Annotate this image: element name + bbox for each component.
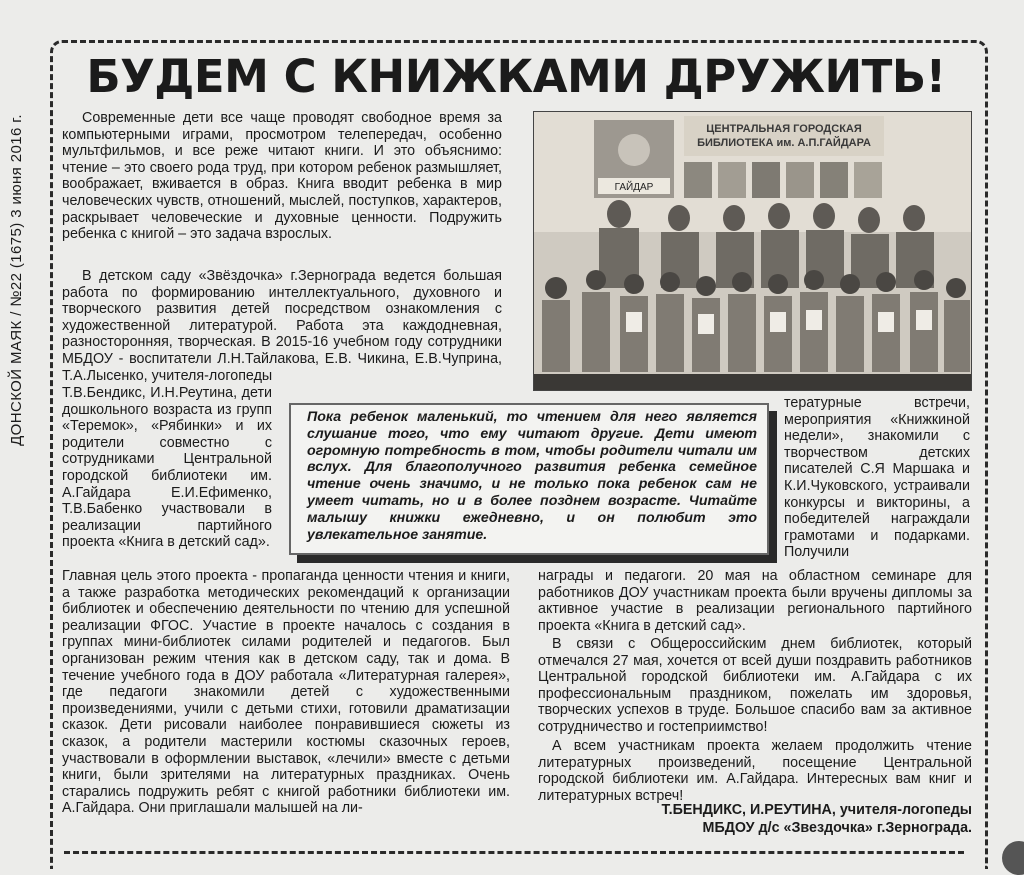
portrait-caption: ГАЙДАР	[614, 182, 654, 193]
page-dateline: ДОНСКОЙ МАЯК / №22 (1675) 3 июня 2016 г.	[8, 114, 25, 446]
paragraph-awards: награды и педагоги. 20 мая на областном семинаре для работников ДОУ участникам проекта были вручены дипломы за активное участие в реализации регионального партийного проекта «Книга в детский сад».	[538, 568, 972, 634]
banner-line-2: БИБЛИОТЕКА им. А.П.ГАЙДАРА	[697, 137, 871, 149]
pull-quote	[289, 403, 769, 555]
paragraph-kindergarten: В детском саду «Звёздочка» г.Зернограда ведется большая работа по формированию интеллектуального, духовного и творческого развития детей посредством ознакомления с художественной литературой. Работа эта каждодневная, разносторонняя, творческая. В 2015-16 учебном году сотрудники МБДОУ - воспитатели Л.Н.Тайлакова, Е.В. Чикина, Е.В.Чуприна, Т.А.Лысенко, учителя-логопеды	[62, 268, 502, 384]
bottom-divider	[64, 851, 964, 854]
pull-quote-text: Пока ребенок маленький, то чтением для него является слушание того, что ему читают другие. Дети имеют огромную потребность в том, чтобы родители читали им вслух. Для благополучного развития ребенка семейное чтение очень значимо, и не только пока ребенок сам не умеет читать, но и в более позднем возрасте. Читайте малышу книжки ежедневно, и он полюбит это увлекательное занятие.	[307, 409, 757, 543]
signature-authors: Т.БЕНДИКС, И.РЕУТИНА, учителя-логопеды	[661, 802, 972, 818]
article-headline: БУДЕМ С КНИЖКАМИ ДРУЖИТЬ!	[86, 50, 946, 103]
corner-mark	[1002, 841, 1024, 875]
photo-illustration	[534, 112, 971, 390]
paragraph-intro: Современные дети все чаще проводят свободное время за компьютерными играми, просмотром телепередач, особенно мультфильмов, и все реже читают книги. И это объяснимо: чтение – это своего рода труд, при котором ребенок размышляет, воображает, вживается в образ. Книга вводит ребенка в мир человеческих чувств, отношений, мыслей, поступков, характеров, раскрывает человеческие и духовные ценности. Подружить ребенка с книгой – это задача взрослых.	[62, 110, 502, 243]
paragraph-project-goal: Главная цель этого проекта - пропаганда ценности чтения и книги, а также разработка методических рекомендаций к организации библиотек и обеспечению деятельности по чтению для успешной реализации ФГОС. Участие в проекте началось с создания в группах мини-библиотек силами родителей и педагогов. Был организован режим чтения как в детском саду, так и дома. В течение учебного года в ДОУ работала «Литературная галерея», где педагоги знакомили детей с художественными произведениями, учили с детьми стихи, готовили драматизации сказок. Дети рисовали наиболее понравившиеся сюжеты из сказок, а родители мастерили костюмы сказочных героев, участвовали в оформлении выставок, «лечили» вместе с детьми книги, были зрителями на литературных праздниках. Очень старались подружить ребят с книгой работники библиотеки им. А.Гайдара. Они приглашали малышей на ли-	[62, 568, 510, 817]
event-photo	[533, 111, 972, 391]
paragraph-wishes: А всем участникам проекта желаем продолжить чтение литературных произведений, посещение Центральной городской библиотеки им. А.Гайдара. Интересных вам книг и литературных встреч!	[538, 738, 972, 804]
paragraph-literary-meetings: тературные встречи, мероприятия «Книжкиной недели», знакомили с творчеством детских писателей С.Я Маршака и К.И.Чуковского, устраивали конкурсы и викторины, а победителей награждали грамотами и подарками. Получили	[784, 395, 970, 561]
signature-organization: МБДОУ д/с «Звездочка» г.Зернограда.	[702, 820, 972, 836]
banner-line-1: ЦЕНТРАЛЬНАЯ ГОРОДСКАЯ	[706, 123, 862, 135]
paragraph-library-day: В связи с Общероссийским днем библиотек, который отмечался 27 мая, хочется от всей души поздравить работников Центральной городской библиотеки им. А.Гайдара с их профессиональным праздником, пожелать им здоровья, творческих успехов в труде. Большое спасибо вам за активное сотрудничество и гостеприимство!	[538, 636, 972, 735]
paragraph-participants: Т.В.Бендикс, И.Н.Реутина, дети дошкольного возраста из групп «Теремок», «Рябинки» и их родители совместно с сотрудниками Центральной городской библиотеки им. А.Гайдара Е.И.Ефименко, Т.В.Бабенко участвовали в реализации партийного проекта «Книга в детский сад».	[62, 385, 272, 551]
